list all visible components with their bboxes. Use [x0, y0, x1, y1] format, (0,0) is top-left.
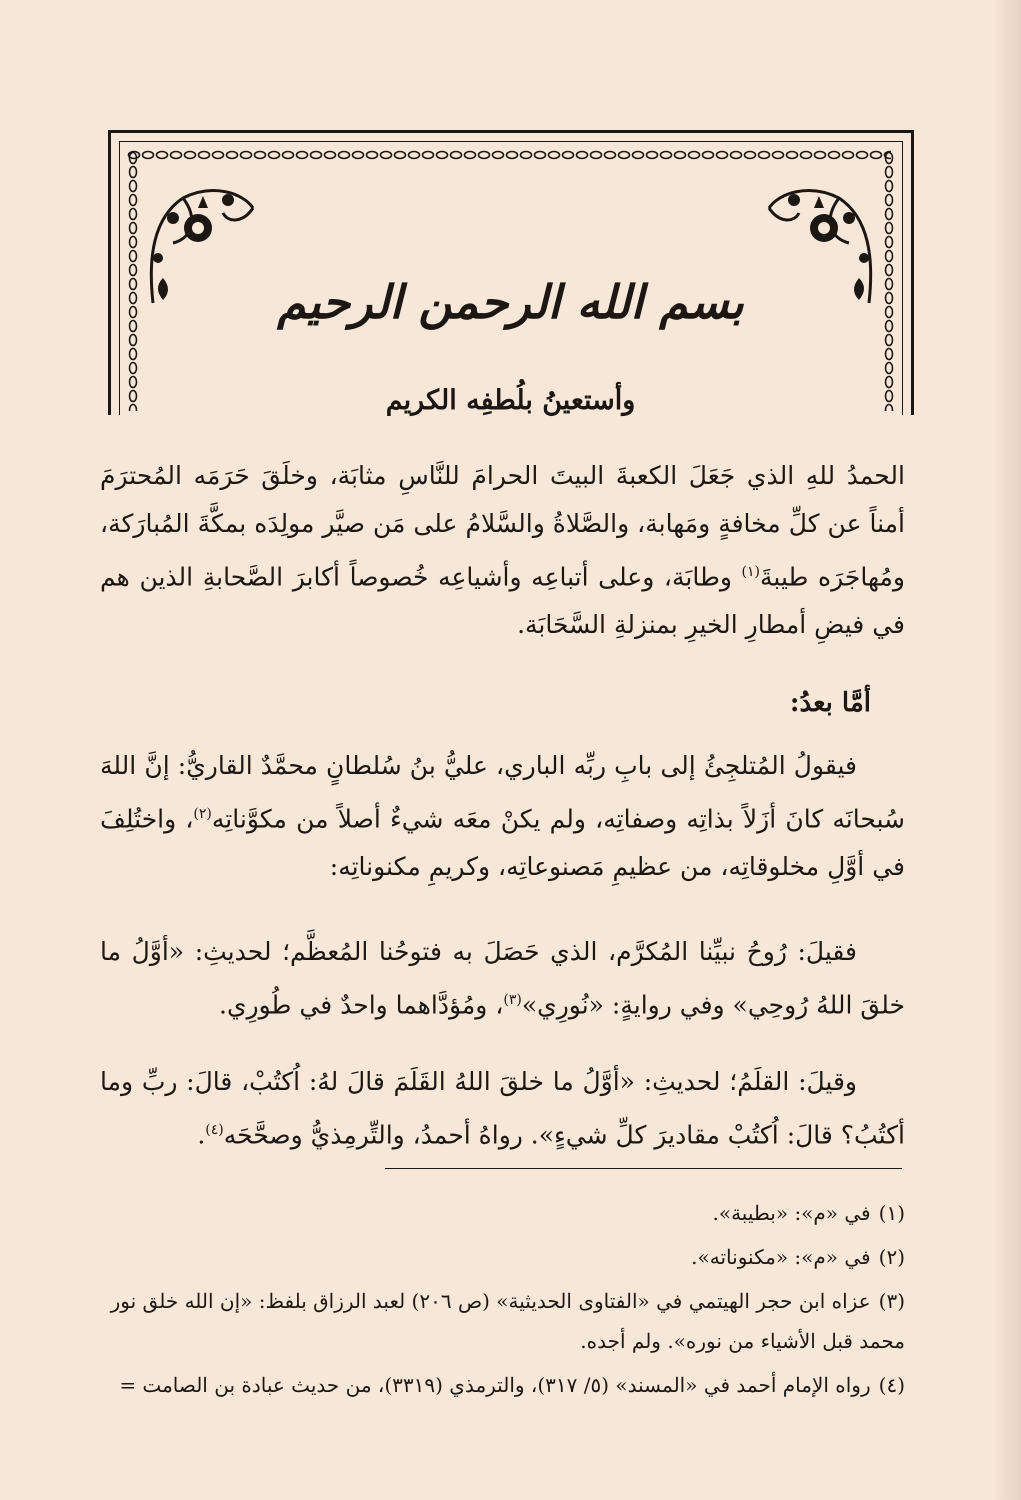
paragraph-text-cont: وطابَة، وعلى أتباعِه وأشياعِه خُصوصاً أكابرَ الصَّحابةِ الذين هم في فيضِ أمطارِ الخيرِ بمنزلةِ السَّحَابَة. — [100, 562, 905, 640]
basmala-heading: بسم الله الرحمن الرحيم — [277, 275, 744, 329]
footnote-ref-1: (١) — [741, 564, 761, 580]
paragraph-text-cont: . — [197, 1120, 206, 1150]
page-edge-shadow — [993, 0, 1021, 1500]
paragraph-qalam — [100, 1058, 905, 1159]
paragraph-text: فقيلَ: رُوحُ نبيِّنا المُكرَّم، الذي حَصَلَ به فتوحُنا المُعظَّم؛ لحديثِ: «أوَّلُ ما خلقَ اللهُ رُوحِي» وفي روايةٍ: «نُورِي» — [100, 937, 905, 1020]
paragraph-intro — [100, 452, 905, 649]
paragraph-text-cont: ، واختُلِفَ في أوَّلِ مخلوقاتِه، من عظيمِ مَصنوعاتِه، وكريمِ مكنوناتِه: — [100, 804, 905, 882]
paragraph-ruh — [100, 928, 905, 1029]
paragraph-main — [100, 742, 905, 891]
paragraph-text: وقيلَ: القلَمُ؛ لحديثِ: «أوَّلُ ما خلقَ اللهُ القَلَمَ قالَ لهُ: اُكتُبْ، قالَ: ربِّ وما أكتُبُ؟ قالَ: اُكتُبْ مقاديرَ كلِّ شيءٍ». رواهُ أحمدُ، والتِّرمِذيُّ وصحَّحَه — [100, 1067, 905, 1150]
subtitle-heading: وأستعينُ بلُطفِه الكريم — [385, 385, 636, 416]
paragraph-text: الحمدُ للهِ الذي جَعَلَ الكعبةَ البيتَ الحرامَ للنَّاسِ مثابَة، وخلَقَ حَرَمَه المُحترَمَ أمناً عن كلِّ مخافةٍ ومَهابة، والصَّلاةُ والسَّلامُ على مَن صيَّر مولِدَه بمكَّةَ المُبارَكة، ومُهاجَرَه طيبةَ — [100, 461, 905, 592]
footnote-ref-2: (٢) — [193, 806, 212, 822]
amma-bad-heading: أمَّا بعدُ: — [789, 688, 871, 718]
footnote-ref-3: (٣) — [503, 992, 522, 1008]
footnote-2: (٢)في «م»: «مكنوناته». — [691, 1245, 905, 1269]
footnote-1: (١)في «م»: «بطيبة». — [712, 1201, 905, 1225]
paragraph-text: فيقولُ المُتلجِئُ إلى بابِ ربِّه الباري، عليُّ بنُ سُلطانٍ محمَّدٌ القاريُّ: إنَّ اللهَ سُبحانَه كانَ أزَلاً بذاتِه وصفاتِه، ولم يكنْ معَه شيءٌ أصلاً من مكوَّناتِه — [100, 751, 906, 834]
footnote-3: (٣)عزاه ابن حجر الهيتمي في «الفتاوى الحديثية» (ص ٢٠٦) لعبد الرزاق بلفظ: «إن الله خلق نور محمد قبل الأشياء من نوره». ولم أجده. — [110, 1289, 905, 1353]
footnote-4: (٤)رواه الإمام أحمد في «المسند» (٥/ ٣١٧)، والترمذي (٣٣١٩)، من حديث عبادة بن الصامت = — [119, 1373, 905, 1397]
footnote-ref-4: (٤) — [205, 1122, 224, 1138]
decorative-frame — [108, 130, 914, 415]
chain-border-top — [127, 149, 891, 161]
footnotes — [100, 1193, 905, 1409]
footnote-separator — [385, 1168, 902, 1169]
paragraph-text-cont: ، ومُؤدَّاهما واحدٌ في طُورِي. — [219, 990, 504, 1020]
